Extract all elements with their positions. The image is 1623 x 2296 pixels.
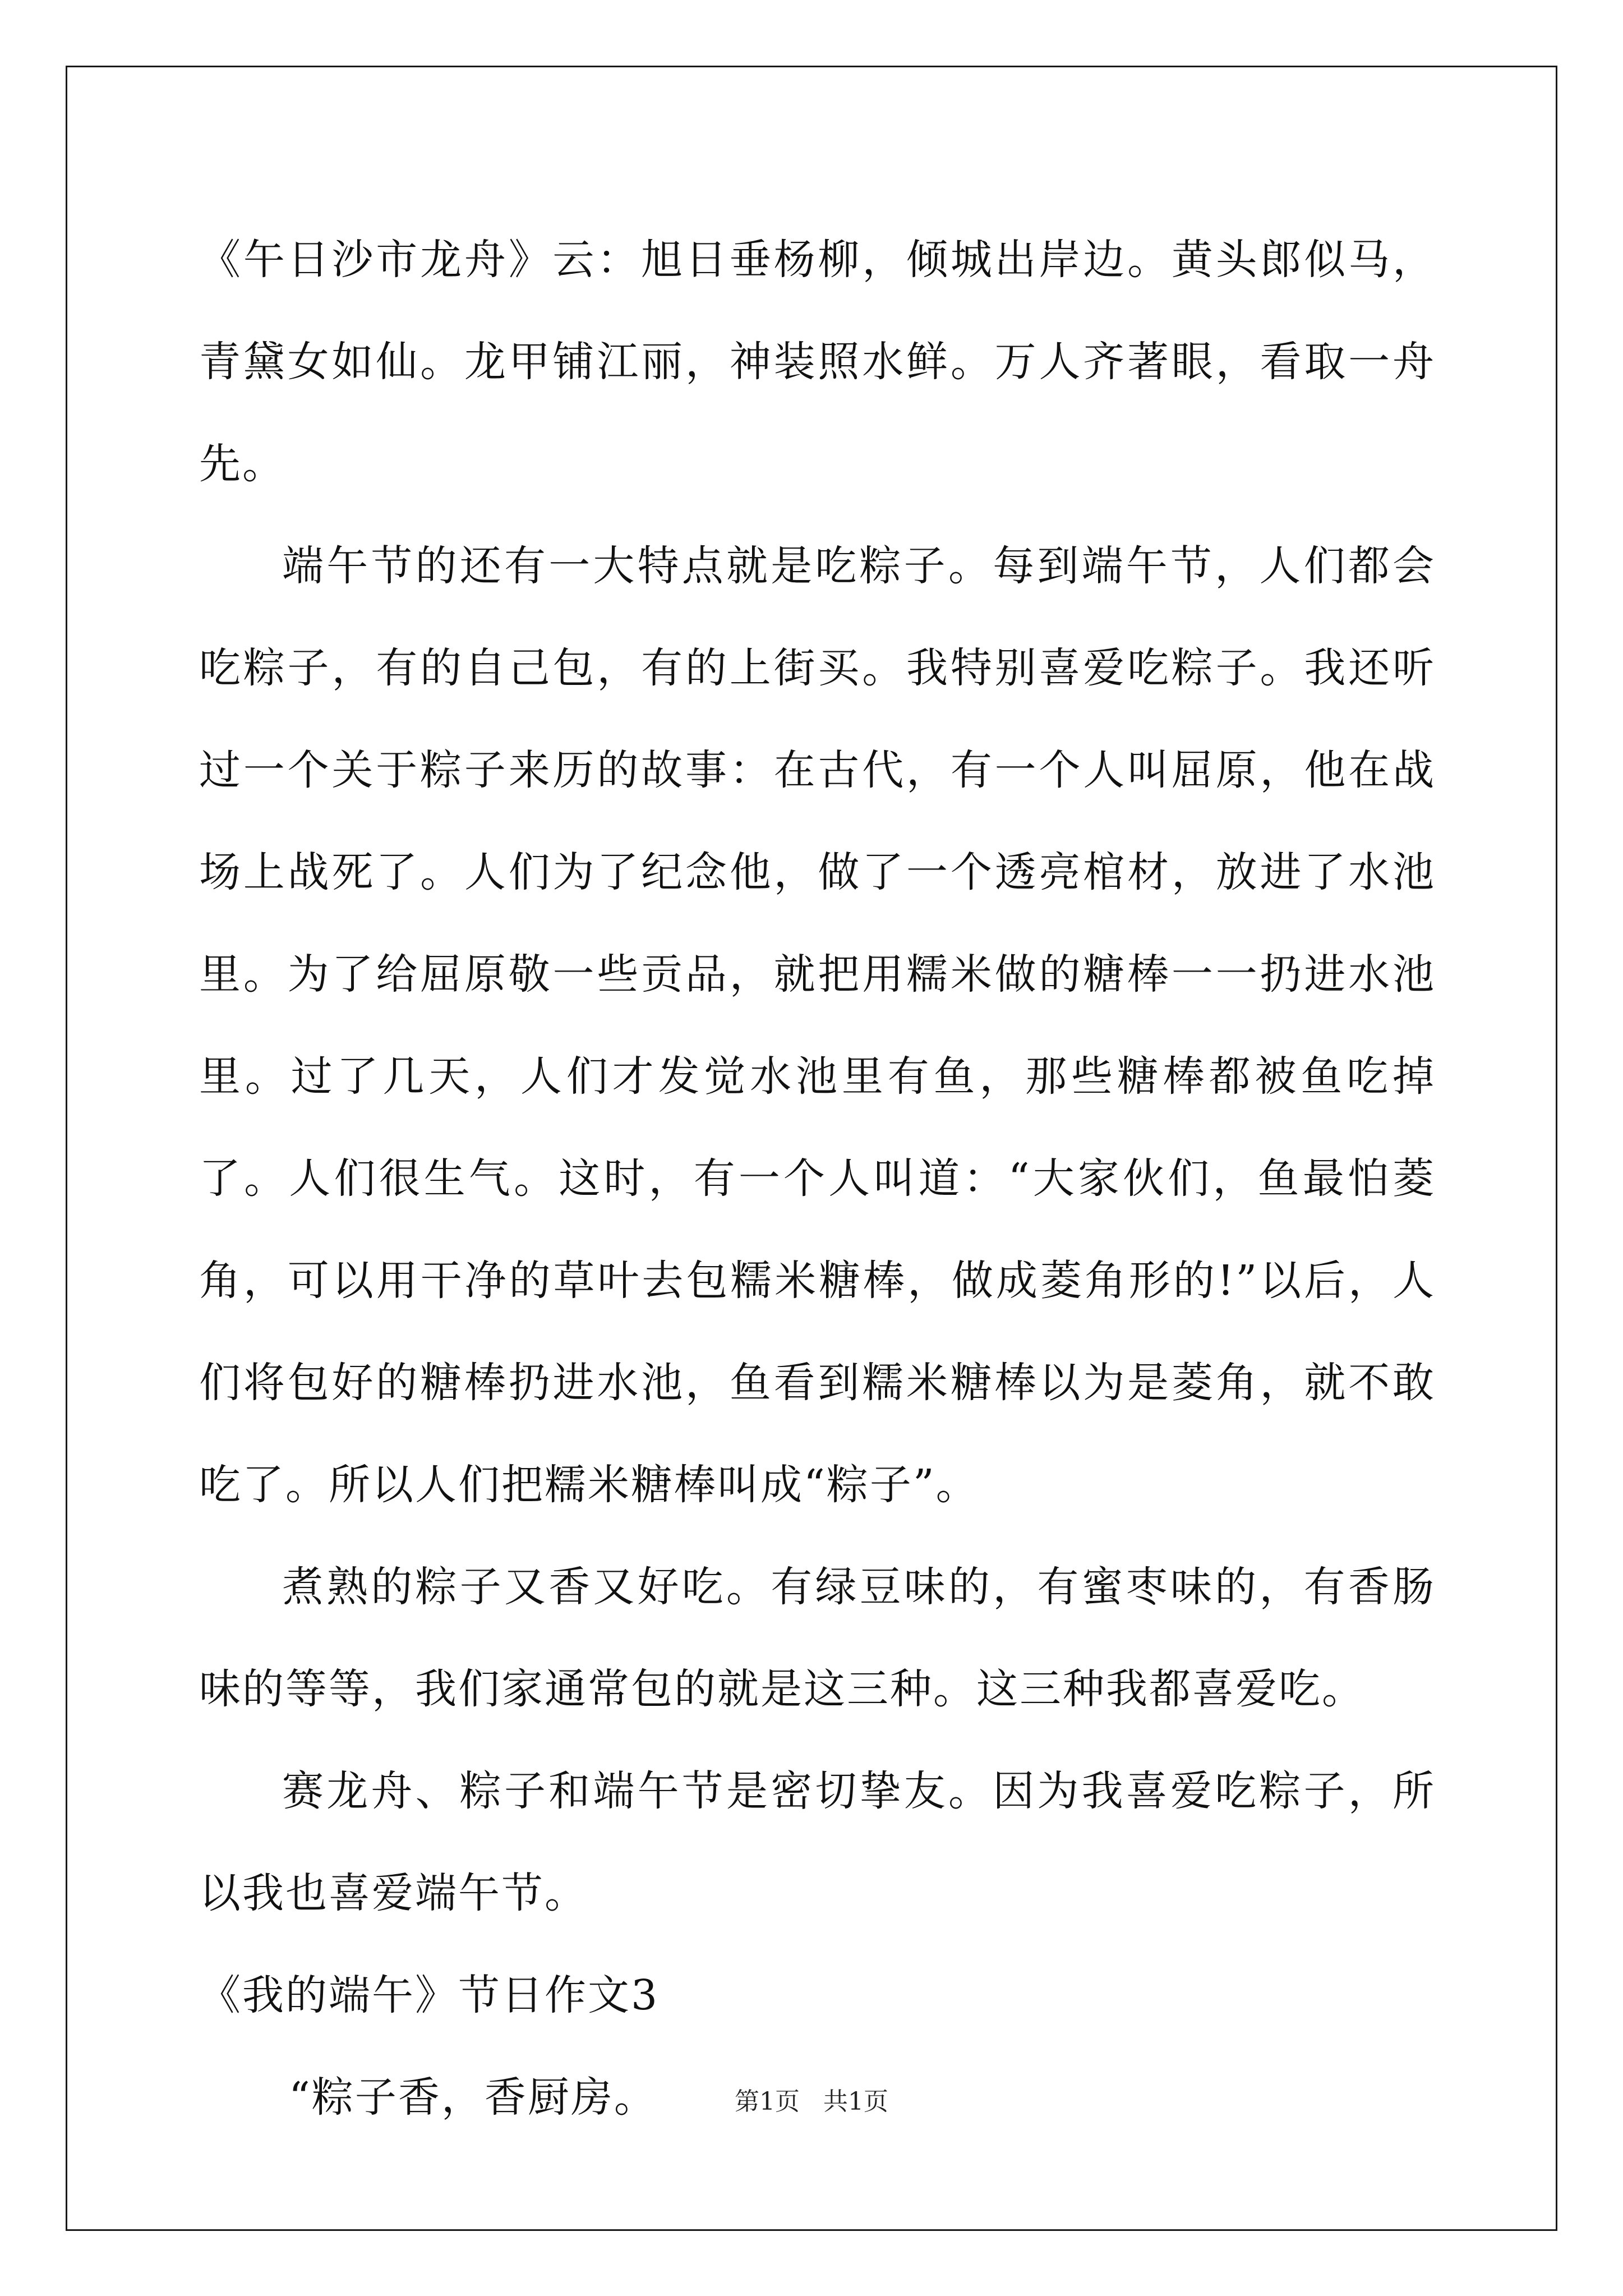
page-number-current: 第1页 <box>735 2087 800 2116</box>
section-heading: 《我的端午》节日作文3 <box>199 1971 660 2019</box>
paragraph-final-line: “粽子香，香厨房。 <box>289 2073 657 2122</box>
paragraph-zongzi-story: 端午节的还有一大特点就是吃粽子。每到端午节，人们都会吃粽子，有的自己包，有的上街买。我特别喜爱吃粽子。我还听过一个关于粽子来历的故事：在古代，有一个人叫屈原，他在战场上战死了。人们为了纪念他，做了一个透亮棺材，放进了水池里。为了给屈原敬一些贡品，就把用糯米做的糖棒一一扔进水池里。过了几天，人们才发觉水池里有鱼，那些糖棒都被鱼吃掉了。人们很生气。这时，有一个人叫道：“大家伙们，鱼最怕菱角，可以用干净的草叶去包糯米糖棒，做成菱角形的!”以后，人们将包好的糖棒扔进水池，鱼看到糯米糖棒以为是菱角，就不敢吃了。所以人们把糯米糖棒叫成“粽子”。 <box>199 542 1436 1509</box>
paragraph-poem: 《午日沙市龙舟》云：旭日垂杨柳，倾城出岸边。黄头郎似马，青黛女如仙。龙甲铺江丽，神装照水鲜。万人齐著眼，看取一舟先。 <box>199 236 1436 488</box>
page-number-total: 共1页 <box>823 2087 888 2116</box>
page-footer <box>0 2081 1623 2117</box>
document-body <box>199 209 1436 2148</box>
paragraph-flavors: 煮熟的粽子又香又好吃。有绿豆味的，有蜜枣味的，有香肠味的等等，我们家通常包的就是这三种。这三种我都喜爱吃。 <box>199 1563 1436 1713</box>
paragraph-conclusion: 赛龙舟、粽子和端午节是密切挚友。因为我喜爱吃粽子，所以我也喜爱端午节。 <box>199 1767 1436 1917</box>
